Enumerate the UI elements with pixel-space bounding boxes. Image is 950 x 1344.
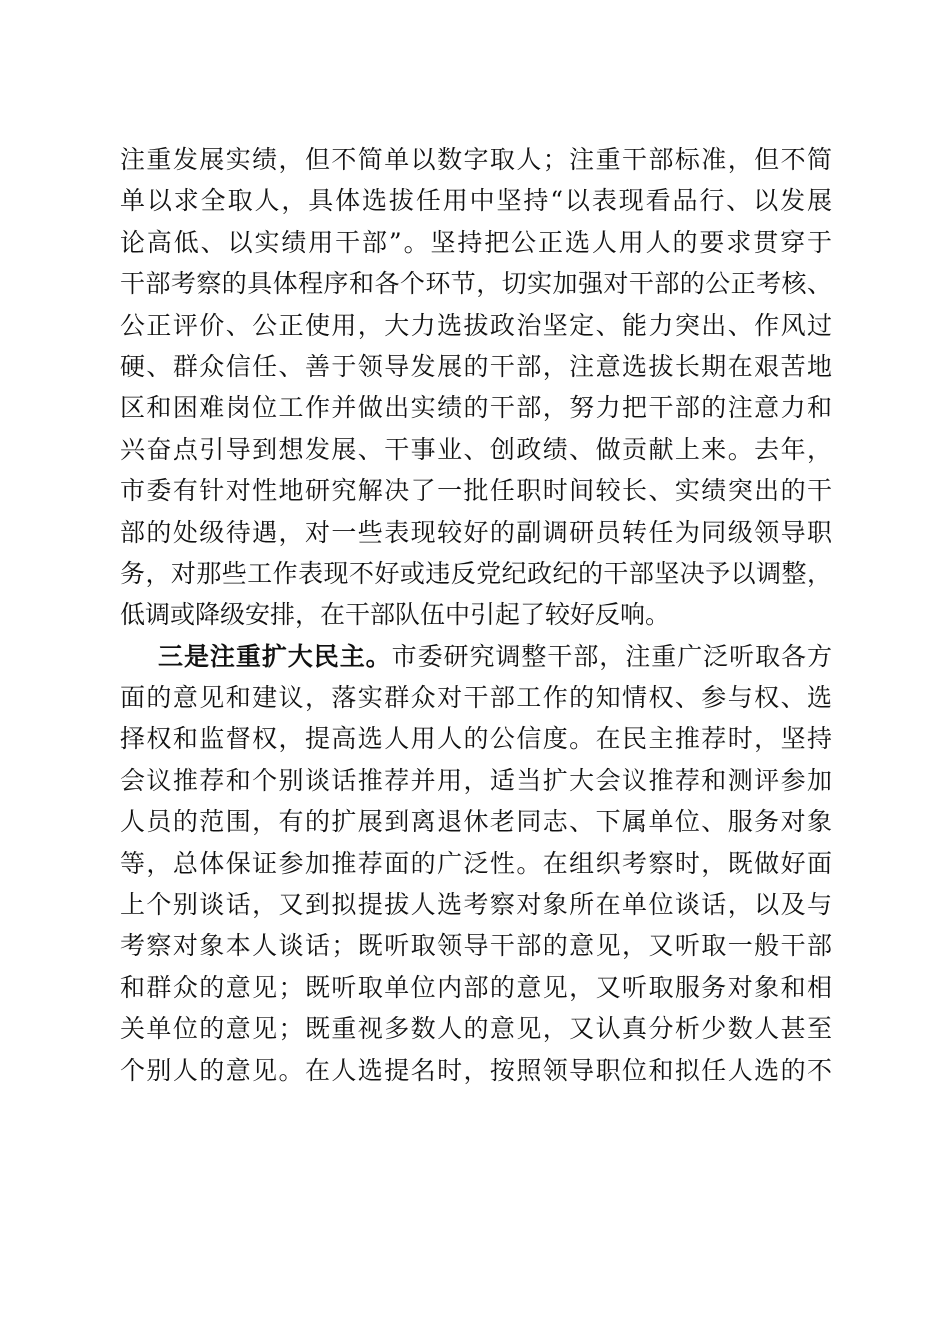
text-line: 兴奋点引导到想发展、干事业、创政绩、做贡献上来。去年，	[120, 434, 832, 464]
text-line: 等，总体保证参加推荐面的广泛性。在组织考察时，既做好面	[120, 848, 832, 878]
document-page	[120, 139, 832, 1091]
text-line: 面的意见和建议，落实群众对干部工作的知情权、参与权、选	[120, 683, 832, 713]
text-line: 公正评价、公正使用，大力选拔政治坚定、能力突出、作风过	[120, 310, 832, 340]
paragraph-2	[120, 636, 832, 1091]
text-line: 择权和监督权，提高选人用人的公信度。在民主推荐时，坚持	[120, 724, 832, 754]
text-line	[120, 636, 832, 677]
text-line: 和群众的意见；既听取单位内部的意见，又听取服务对象和相	[120, 972, 832, 1002]
text-line: 个别人的意见。在人选提名时，按照领导职位和拟任人选的不	[120, 1055, 832, 1085]
text-line: 会议推荐和个别谈话推荐并用，适当扩大会议推荐和测评参加	[120, 765, 832, 795]
text-line: 硬、群众信任、善于领导发展的干部，注意选拔长期在艰苦地	[120, 351, 832, 381]
text-line: 论高低、以实绩用干部”。坚持把公正选人用人的要求贯穿于	[120, 227, 832, 257]
text-line: 注重发展实绩，但不简单以数字取人；注重干部标准，但不简	[120, 145, 832, 174]
text-line: 部的处级待遇，对一些表现较好的副调研员转任为同级领导职	[120, 517, 832, 547]
text-line: 务，对那些工作表现不好或违反党纪政纪的干部坚决予以调整，	[120, 558, 832, 588]
text-line: 市委有针对性地研究解决了一批任职时间较长、实绩突出的干	[120, 476, 832, 506]
paragraph-lead-heading: 三是注重扩大民主。	[158, 641, 392, 671]
text-line: 干部考察的具体程序和各个环节，切实加强对干部的公正考核、	[120, 269, 832, 299]
paragraph-1	[120, 139, 832, 636]
text-line: 考察对象本人谈话；既听取领导干部的意见，又听取一般干部	[120, 931, 832, 961]
text-line: 单以求全取人，具体选拔任用中坚持“以表现看品行、以发展	[120, 186, 832, 216]
text-line: 人员的范围，有的扩展到离退休老同志、下属单位、服务对象	[120, 807, 832, 837]
text-line: 区和困难岗位工作并做出实绩的干部，努力把干部的注意力和	[120, 393, 832, 423]
text-line: 低调或降级安排，在干部队伍中引起了较好反响。	[120, 600, 671, 630]
text-span: 市委研究调整干部，注重广泛听取各方	[391, 641, 832, 671]
text-line: 上个别谈话，又到拟提拔人选考察对象所在单位谈话，以及与	[120, 890, 832, 920]
text-line: 关单位的意见；既重视多数人的意见，又认真分析少数人甚至	[120, 1014, 832, 1044]
